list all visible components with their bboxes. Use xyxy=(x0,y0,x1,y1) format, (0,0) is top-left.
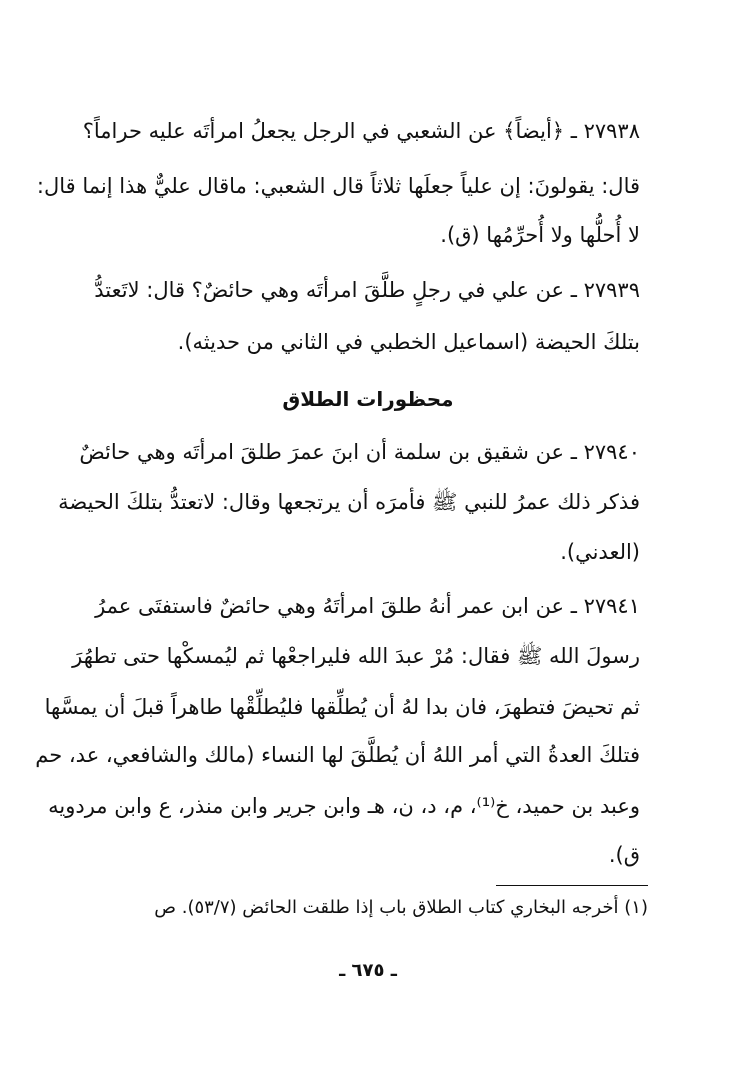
hadith-27940-line-1: ٢٧٩٤٠ ـ عن شقيق بن سلمة أن ابنَ عمرَ طلقَ امرأتَه وهي حائضٌ xyxy=(79,440,640,464)
hadith-27938-line-1: ٢٧٩٣٨ ـ ﴿أيضاً﴾ عن الشعبي في الرجل يجعلُ امرأتَه عليه حراماً؟ xyxy=(82,119,640,143)
hadith-27941-line-1: ٢٧٩٤١ ـ عن ابن عمر أنهُ طلقَ امرأتَهُ وهي حائضٌ فاستفتَى عمرُ xyxy=(95,594,640,618)
section-heading: محظورات الطلاق xyxy=(282,387,454,411)
footnote-text: (١) أخرجه البخاري كتاب الطلاق باب إذا طلقت الحائض (٥٣/٧). ص xyxy=(154,897,648,918)
hadith-27938-line-3: لا أُحلُّها ولا أُحرِّمُها (ق). xyxy=(440,223,640,247)
page-number: ـ ٦٧٥ ـ xyxy=(339,960,397,981)
hadith-27941-line-4: فتلكَ العدةُ التي أمر اللهُ أن يُطلَّقَ لها النساء (مالك والشافعي، عد، حم xyxy=(35,743,640,767)
hadith-27938-line-2: قال: يقولونَ: إن علياً جعلَها ثلاثاً قال الشعبي: ماقال عليٌّ هذا إنما قال: xyxy=(36,174,640,198)
hadith-27941-line-2: رسولَ الله ﷺ فقال: مُرْ عبدَ الله فليراجعْها ثم ليُمسكْها حتى تطهُرَ xyxy=(72,644,640,668)
footnote-separator xyxy=(496,885,648,886)
hadith-27940-line-3: (العدني). xyxy=(560,540,640,564)
hadith-27939-line-2: بتلكَ الحيضة (اسماعيل الخطبي في الثاني من حديثه). xyxy=(177,330,640,354)
hadith-27941-line-6: ق). xyxy=(608,843,640,867)
hadith-27941-line-3: ثم تحيضَ فتطهرَ، فان بدا لهُ أن يُطلِّقها فليُطلِّقْها طاهراً قبلَ أن يمسَّها xyxy=(44,695,640,719)
hadith-27939-line-1: ٢٧٩٣٩ ـ عن علي في رجلٍ طلَّقَ امرأتَه وهي حائضٌ؟ قال: لاتَعتدُّ xyxy=(94,278,640,302)
hadith-27940-line-2: فذكر ذلك عمرُ للنبي ﷺ فأمرَه أن يرتجعها وقال: لاتعتدُّ بتلكَ الحيضة xyxy=(58,490,640,514)
hadith-27941-line-5: وعبد بن حميد، خ⁽¹⁾، م، د، ن، هـ وابن جرير وابن منذر، ع وابن مردويه xyxy=(48,794,640,818)
